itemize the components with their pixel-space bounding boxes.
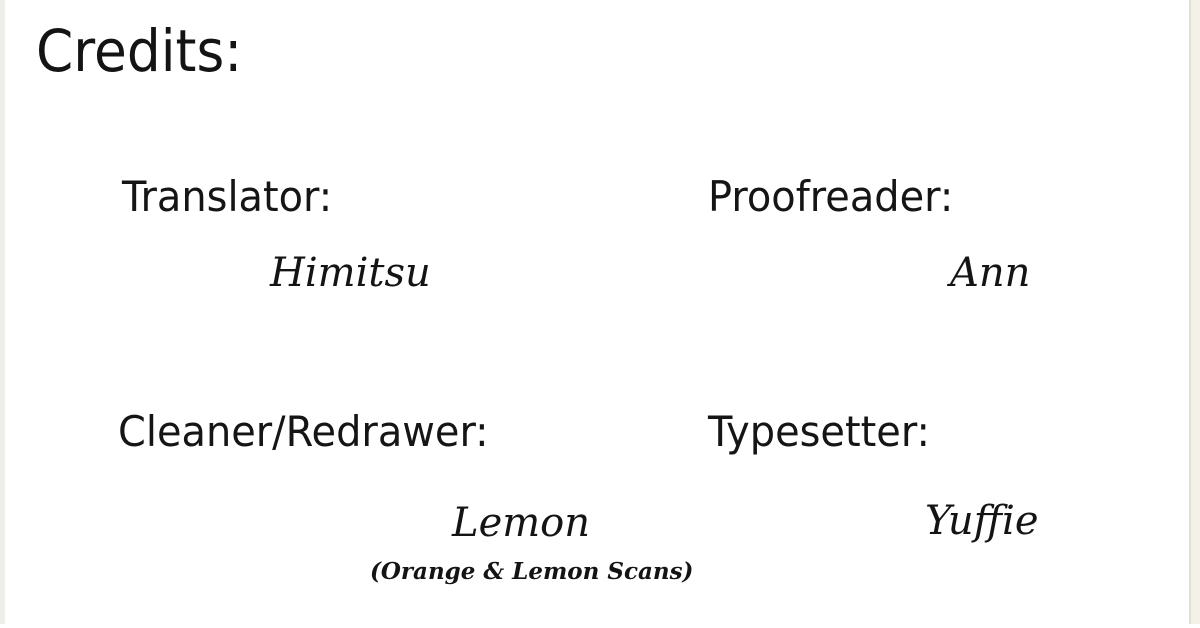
credit-role-cleaner-redrawer: Cleaner/Redrawer: [118,407,489,456]
credit-name-translator: Himitsu [270,250,431,296]
page-title: Credits: [36,17,243,85]
credit-subname-cleaner-redrawer: (Orange & Lemon Scans) [370,558,694,585]
page-left-edge [0,0,5,628]
credit-name-proofreader: Ann [950,250,1031,296]
credit-name-typesetter: Yuffie [925,498,1039,544]
credit-role-typesetter: Typesetter: [708,407,930,456]
credit-role-proofreader: Proofreader: [708,172,954,221]
page-bottom-edge [0,624,1200,628]
credit-role-translator: Translator: [122,172,333,221]
page-right-edge [1191,0,1200,628]
credit-name-cleaner-redrawer: Lemon [452,500,591,546]
